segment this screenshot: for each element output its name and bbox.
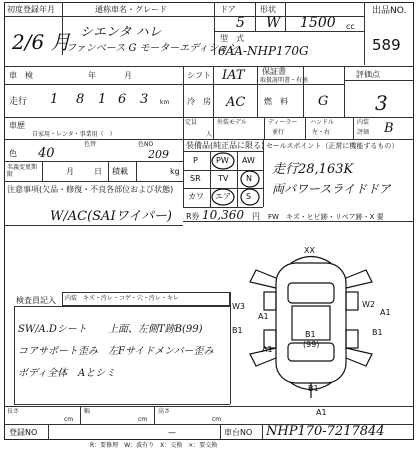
first-reg-label: 初度登録年月 xyxy=(7,5,55,14)
grade: ファンベース G モーターエディション xyxy=(66,43,239,54)
inspection-month-unit: 月 xyxy=(124,71,132,80)
handle-label: ハンドル xyxy=(310,119,335,126)
reg-no-dash: — xyxy=(168,428,176,437)
first-reg-value: 2/6 月 xyxy=(12,30,71,54)
door-label: ドア xyxy=(220,5,236,14)
length-unit: cm xyxy=(64,416,74,423)
reg-no-label: 登録NO xyxy=(9,428,38,437)
mileage-digit-4: 6 xyxy=(118,92,127,107)
inspector-line-1: SW/A.Dシート xyxy=(18,324,87,335)
chassis-label: 車台NO xyxy=(224,428,253,437)
score-value: 3 xyxy=(375,91,388,115)
interior-value: B xyxy=(384,121,394,136)
equip-sr: SR xyxy=(190,174,201,183)
mark-front: XX xyxy=(304,246,315,255)
width-label: 幅 xyxy=(84,408,91,415)
recycle-value: 10,360 xyxy=(202,208,244,222)
mark-b1-left: B1 xyxy=(232,326,243,335)
condition-legend: FW キズ・ヒビ跡・リペア跡・X 要 xyxy=(268,213,384,221)
sales-label: セールスポイント（正常に機能するもの） xyxy=(266,142,399,150)
color-no-value: 209 xyxy=(148,148,169,161)
lot-value: 589 xyxy=(372,36,401,54)
cooling-label: 冷 房 xyxy=(187,97,211,106)
height-label: 高さ xyxy=(158,408,171,415)
equip-airbag: エア xyxy=(215,192,231,201)
color-no-label: 色NO xyxy=(138,141,154,148)
car-name: シエンタ ハレ xyxy=(80,25,162,40)
length-label: 長さ xyxy=(7,408,20,415)
cc-value: 1500 xyxy=(300,15,336,31)
model-value: 6AA-NHP170G xyxy=(218,44,309,58)
equip-n: N xyxy=(246,174,252,183)
mark-b1-center: B1 xyxy=(305,330,316,339)
capacity-unit: 人 xyxy=(206,131,213,138)
warranty-sub: 取扱説明書・有無 xyxy=(260,77,309,84)
interior-label: 内装 xyxy=(357,119,370,126)
height-unit: cm xyxy=(212,416,222,423)
mark-b1-rear: B1 xyxy=(308,384,319,393)
mark-a1-lower: A1 xyxy=(262,345,273,354)
mileage-digit-3: 1 xyxy=(98,92,107,107)
cooling-value: AC xyxy=(226,95,246,110)
mark-99: (99) xyxy=(303,340,320,349)
fuel-value: G xyxy=(318,94,329,109)
recycle-unit: 円 xyxy=(252,212,260,221)
mileage-unit: km xyxy=(160,99,170,106)
notes-value: W/AC(SAIワイパー) xyxy=(50,209,172,224)
dealer-sub: 並行 xyxy=(272,129,285,136)
sales-line-2: 両パワースライドドア xyxy=(272,182,391,196)
name-grade-label: 通称車名・グレード xyxy=(95,5,167,14)
mileage-digit-5: 3 xyxy=(140,92,149,107)
lot-label: 出品NO. xyxy=(372,6,407,16)
equip-pw: PW xyxy=(216,156,229,165)
cc-unit: cc xyxy=(346,22,355,31)
inspector-line-2: コアサポート歪み xyxy=(18,346,98,357)
inspection-label: 車 検 xyxy=(9,71,33,80)
equip-aw: AW xyxy=(242,156,255,165)
equip-s: S xyxy=(246,192,252,201)
inspector-line-3b: Aとシミ xyxy=(78,368,116,379)
mark-w2: W2 xyxy=(362,300,375,309)
car-diagram xyxy=(236,248,386,398)
mark-a1-right: A1 xyxy=(380,308,391,317)
inspector-line-1b: 上面、左側T跡B(99) xyxy=(108,324,203,335)
mileage-label: 走行 xyxy=(9,97,28,107)
warranty-label: 保証書 xyxy=(262,67,286,76)
chassis-value: NHP170-7217844 xyxy=(266,424,385,439)
door-value: 5 xyxy=(236,15,245,31)
inspector-label: 検査員記入 xyxy=(16,296,56,305)
mark-b1-right: B1 xyxy=(372,328,383,337)
recycle-label: R券 xyxy=(186,212,200,221)
equip-p: P xyxy=(193,156,198,165)
fuel-label: 燃 料 xyxy=(264,97,288,106)
color-change-label: 色替 xyxy=(84,141,97,148)
history-label: 車歴 xyxy=(9,121,25,130)
width-unit: cm xyxy=(138,416,148,423)
exterior-label: 外装モデル xyxy=(217,119,247,126)
name-change-day: 日 xyxy=(94,167,102,176)
inspector-tabs: 内装 キズ・汚レ・コゲ・穴・汚レ・キレ xyxy=(65,295,179,302)
equipment-label: 装備品(純正品に限る) xyxy=(186,141,265,150)
loading-label: 積載 xyxy=(112,167,128,176)
equip-leather: カワ xyxy=(188,192,204,201)
inspector-line-3: ボディ全体 xyxy=(18,368,68,379)
shape-value: W xyxy=(266,15,281,31)
capacity-label: 定員 xyxy=(185,119,198,126)
sales-line-1: 走行28,163K xyxy=(272,162,354,177)
loading-unit: kg xyxy=(170,167,180,176)
footer-legend: R：要修理 W：波有り X：交換 ×：要交換 xyxy=(90,442,218,449)
model-label: 型 式 xyxy=(220,34,244,43)
color-label: 色 xyxy=(9,149,17,158)
shape-label: 形状 xyxy=(260,5,276,14)
history-types: 自家用・レンタ・事業用（ ） xyxy=(32,131,116,138)
name-change-month: 月 xyxy=(66,167,74,176)
equipment-circles xyxy=(183,151,263,207)
score-label: 評価点 xyxy=(356,70,380,79)
interior-sub: 評価 xyxy=(357,129,370,136)
color-value: 40 xyxy=(38,146,55,161)
notes-label: 注意事項(欠品・修復・不良各部位および状態) xyxy=(7,185,174,194)
mark-a1-left: A1 xyxy=(258,312,269,321)
mark-w3: W3 xyxy=(232,302,245,311)
equip-tv: TV xyxy=(218,174,229,183)
name-change-label: 名義変更期限 xyxy=(7,164,38,178)
inspector-line-2b: 左Fサイドメンバー歪み xyxy=(108,346,214,357)
handle-options: 左・右 xyxy=(312,129,331,136)
inspection-year-unit: 年 xyxy=(88,71,96,80)
mileage-digit-2: 8 xyxy=(76,92,85,107)
dealer-label: ディーラー xyxy=(268,119,298,126)
shift-value: IAT xyxy=(222,68,245,83)
mileage-digit-1: 1 xyxy=(50,92,59,107)
shift-label: シフト xyxy=(187,71,211,80)
mark-a1-rear: A1 xyxy=(316,408,327,417)
